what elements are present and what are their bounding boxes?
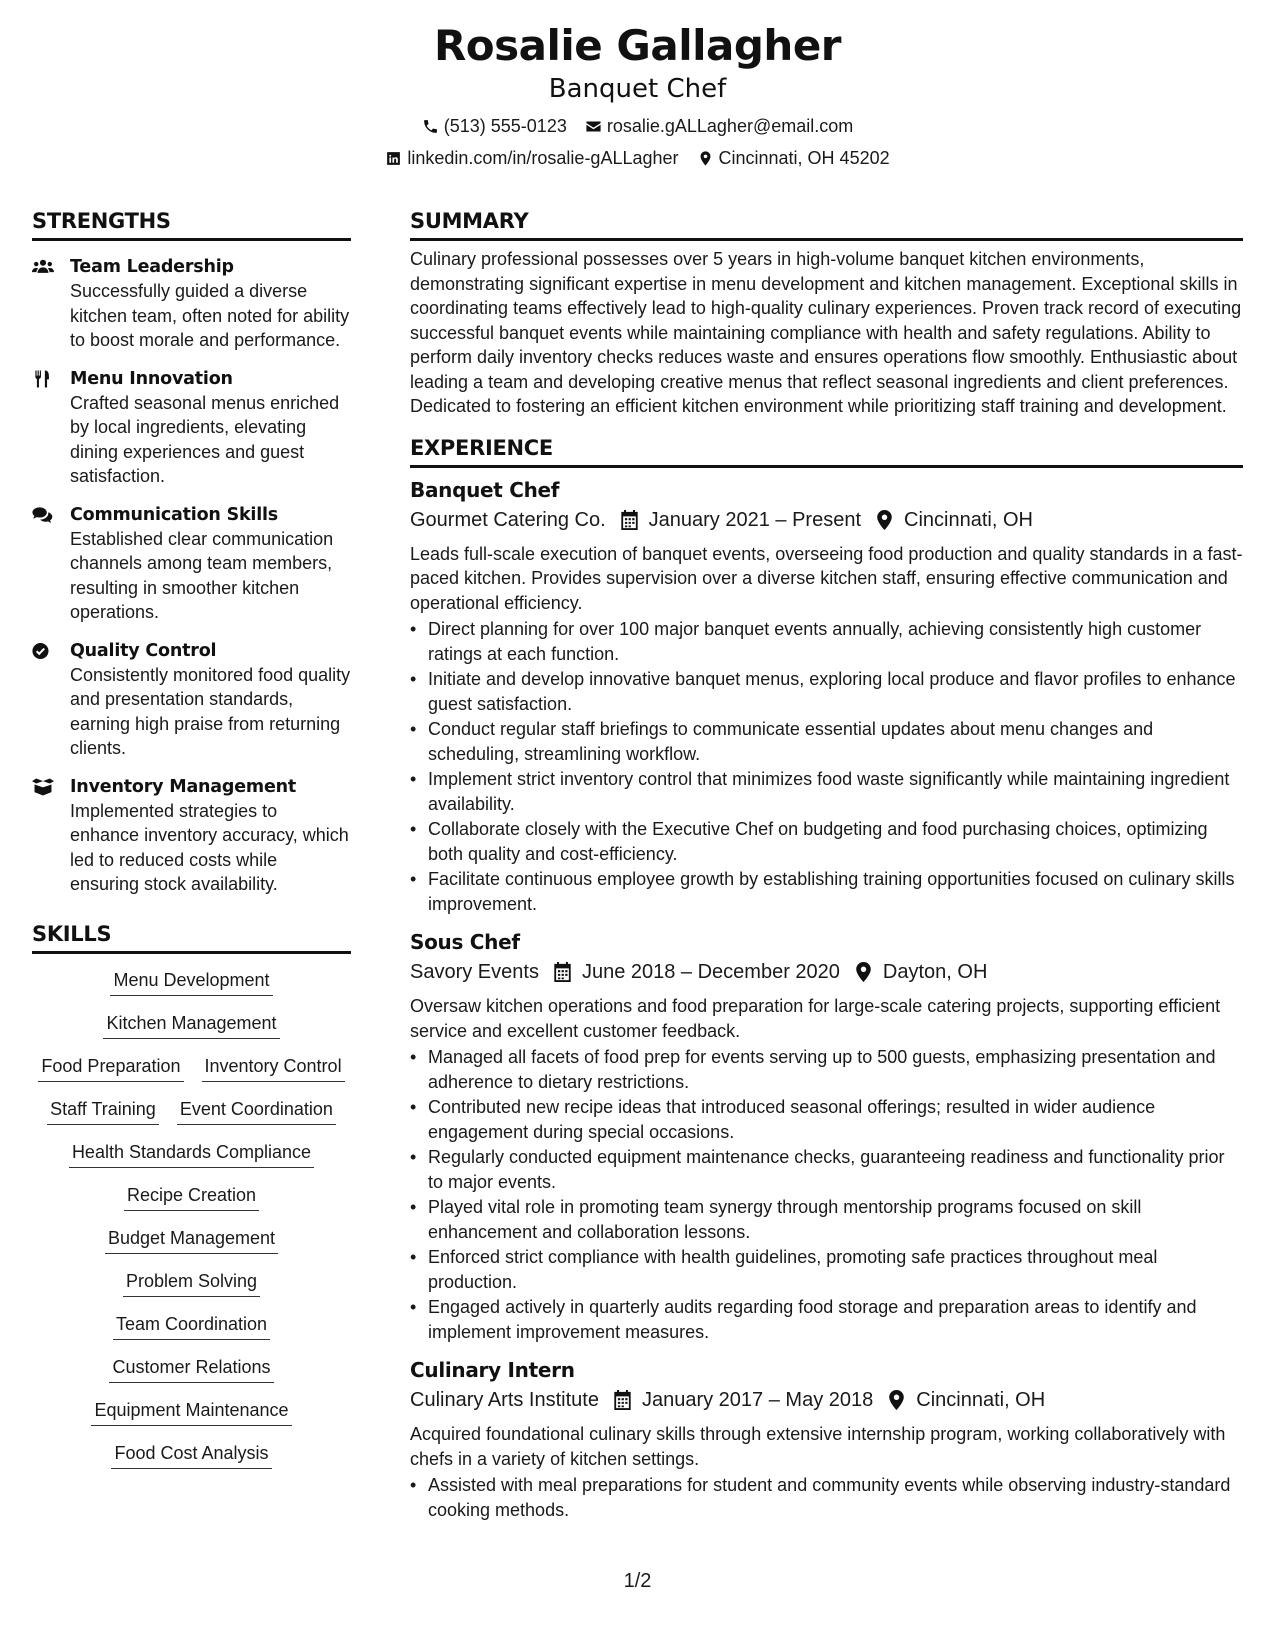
job-bullet: • Regularly conducted equipment maintenance checks, guaranteeing readiness and functionality prior to major events. [428, 1145, 1243, 1194]
job-dates: January 2021 – Present [648, 508, 862, 531]
job-description: Acquired foundational culinary skills through extensive internship program, working collaboratively with chefs in a variety of kitchen settings. [410, 1424, 1226, 1469]
right-column [410, 206, 1243, 1522]
strength-title: Communication Skills [70, 504, 279, 525]
contact-phone [422, 114, 567, 138]
job-bullet: • Facilitate continuous employee growth by establishing training opportunities focused on culinary skills improvement. [428, 867, 1243, 916]
job-bullets [410, 1045, 1243, 1344]
job-bullet: • Direct planning for over 100 major banquet events annually, achieving consistently high customer ratings at each function. [428, 617, 1243, 666]
skill-tag: Inventory Control [202, 1054, 345, 1082]
calendar-icon [613, 1390, 632, 1410]
contact-line-1 [0, 114, 1275, 138]
job-meta [410, 958, 1243, 986]
strength-description: Established clear communication channels among team members, resulting in smoother kitchen operations. [70, 528, 334, 622]
strength-item [32, 775, 351, 897]
job-description: Oversaw kitchen operations and food preparation for large-scale catering projects, supporting efficient service and excellent customer feedback. [410, 996, 1221, 1041]
strength-item [32, 503, 351, 625]
job-meta [410, 506, 1243, 534]
contact-line-2 [0, 146, 1275, 170]
location-text: Cincinnati, OH 45202 [718, 148, 890, 168]
calendar-icon [620, 510, 639, 530]
job-description: Leads full-scale execution of banquet events, overseeing food production and quality standards in a fast-paced kitchen. Provides supervision over a diverse kitchen staff, ensuring effective communication and operational efficiency. [410, 543, 1243, 613]
strength-item [32, 639, 351, 761]
map-pin-icon [697, 150, 714, 167]
check-circle-icon [32, 642, 54, 660]
skills-heading: SKILLS [32, 919, 351, 954]
job-location: Cincinnati, OH [904, 508, 1033, 531]
phone-text: (513) 555-0123 [443, 116, 567, 136]
skill-tag: Food Preparation [38, 1054, 183, 1082]
job-bullets [410, 1473, 1243, 1522]
strength-description: Successfully guided a diverse kitchen team, often noted for ability to boost morale and performance. [70, 281, 350, 350]
job-dates: January 2017 – May 2018 [641, 1389, 874, 1411]
skill-tag: Food Cost Analysis [111, 1441, 271, 1469]
job-bullet: • Played vital role in promoting team synergy through mentorship programs focused on skill enhancement and collaboration lessons. [428, 1195, 1243, 1244]
job-bullets [410, 617, 1243, 916]
job-bullet: • Conduct regular staff briefings to communicate essential updates about menu changes and scheduling, streamlining workflow. [428, 717, 1243, 766]
map-pin-icon [854, 962, 873, 982]
job-company: Gourmet Catering Co. [410, 508, 606, 531]
candidate-name: Rosalie Gallagher [433, 21, 842, 70]
map-pin-icon [875, 510, 894, 530]
comments-icon [32, 506, 54, 524]
job-bullet: • Collaborate closely with the Executive Chef on budgeting and food purchasing choices, optimizing both quality and cost-efficiency. [428, 817, 1243, 866]
skill-tag: Problem Solving [123, 1269, 260, 1297]
linkedin-icon [385, 150, 402, 167]
job-location: Cincinnati, OH [916, 1389, 1046, 1411]
strength-title: Quality Control [70, 640, 217, 661]
strength-item [32, 367, 351, 489]
job-bullet: • Managed all facets of food prep for events serving up to 500 guests, emphasizing presentation and adherence to dietary restrictions. [428, 1045, 1243, 1094]
email-text: rosalie.gALLagher@email.com [606, 116, 854, 136]
strength-description: Implemented strategies to enhance inventory accuracy, which led to reduced costs while ensuring stock availability. [70, 800, 349, 894]
job-bullet: • Engaged actively in quarterly audits regarding food storage and preparation areas to identify and implement improvement measures. [428, 1295, 1243, 1344]
job-company: Culinary Arts Institute [410, 1389, 599, 1411]
summary-heading: SUMMARY [410, 206, 1243, 241]
boxes-icon [32, 778, 54, 796]
phone-icon [422, 118, 439, 135]
skill-tag: Customer Relations [109, 1355, 273, 1383]
skill-tag: Staff Training [47, 1097, 159, 1125]
job-title: Culinary Intern [410, 1358, 575, 1382]
calendar-icon [553, 962, 572, 982]
skill-tag: Event Coordination [177, 1097, 336, 1125]
candidate-role: Banquet Chef [548, 74, 727, 104]
job-dates: June 2018 – December 2020 [581, 961, 840, 983]
strength-description: Consistently monitored food quality and presentation standards, earning high praise from returning clients. [70, 664, 351, 758]
skill-tag: Equipment Maintenance [91, 1398, 291, 1426]
summary-text: Culinary professional possesses over 5 years in high-volume banquet kitchen environments, demonstrating significant expertise in menu development and kitchen management. Exceptional skills in coordinating teams effectively lead to high-quality culinary experiences. Proven track record of executing successful banquet events while maintaining compliance with health and safety regulations. Ability to perform daily inventory checks reduces waste and ensures operations flow smoothly. Enthusiastic about leading a team and developing creative menus that reflect seasonal ingredients and client preferences. Dedicated to fostering an efficient kitchen environment while prioritizing staff training and development. [410, 249, 1242, 416]
job-title: Sous Chef [410, 930, 520, 954]
job-company: Savory Events [410, 961, 539, 983]
strengths-heading: STRENGTHS [32, 206, 351, 241]
experience-heading: EXPERIENCE [410, 433, 1243, 468]
skill-tag: Health Standards Compliance [69, 1140, 314, 1168]
job-bullet: • Assisted with meal preparations for student and community events while observing industry-standard cooking methods. [428, 1473, 1243, 1522]
job-bullet: • Implement strict inventory control that minimizes food waste significantly while maintaining ingredient availability. [428, 767, 1243, 816]
contact-linkedin[interactable] [385, 146, 678, 170]
envelope-icon [585, 118, 602, 135]
skill-tag: Recipe Creation [124, 1183, 259, 1211]
skill-tag: Kitchen Management [103, 1011, 279, 1039]
job-bullet: • Initiate and develop innovative banquet menus, exploring local produce and flavor profiles to enhance guest satisfaction. [428, 667, 1243, 716]
page-number: 1/2 [623, 1570, 652, 1592]
strength-title: Inventory Management [70, 776, 297, 797]
resume-header [0, 20, 1275, 170]
strength-item [32, 255, 351, 353]
job-bullet: • Enforced strict compliance with health guidelines, promoting safe practices throughout meal production. [428, 1245, 1243, 1294]
skill-tag: Team Coordination [113, 1312, 270, 1340]
job-meta [410, 1386, 1243, 1414]
map-pin-icon [887, 1390, 906, 1410]
contact-email[interactable] [585, 114, 853, 138]
job-entry [410, 476, 1243, 917]
utensils-icon [32, 370, 54, 388]
job-entry [410, 1356, 1243, 1522]
job-location: Dayton, OH [882, 961, 988, 983]
left-column [32, 206, 351, 1469]
job-bullet: • Contributed new recipe ideas that introduced seasonal offerings; resulted in wider audience engagement during special occasions. [428, 1095, 1243, 1144]
strength-title: Team Leadership [70, 257, 234, 277]
contact-location [697, 146, 890, 170]
skill-tag: Menu Development [110, 968, 272, 996]
linkedin-text: linkedin.com/in/rosalie-gALLagher [407, 148, 679, 168]
strength-description: Crafted seasonal menus enriched by local ingredients, elevating dining experiences and guest satisfaction. [70, 392, 340, 486]
skill-tag: Budget Management [105, 1226, 278, 1254]
skills-list [32, 968, 351, 1469]
strength-title: Menu Innovation [70, 368, 233, 389]
job-entry [410, 928, 1243, 1344]
job-title: Banquet Chef [410, 477, 560, 502]
users-icon [32, 258, 54, 276]
